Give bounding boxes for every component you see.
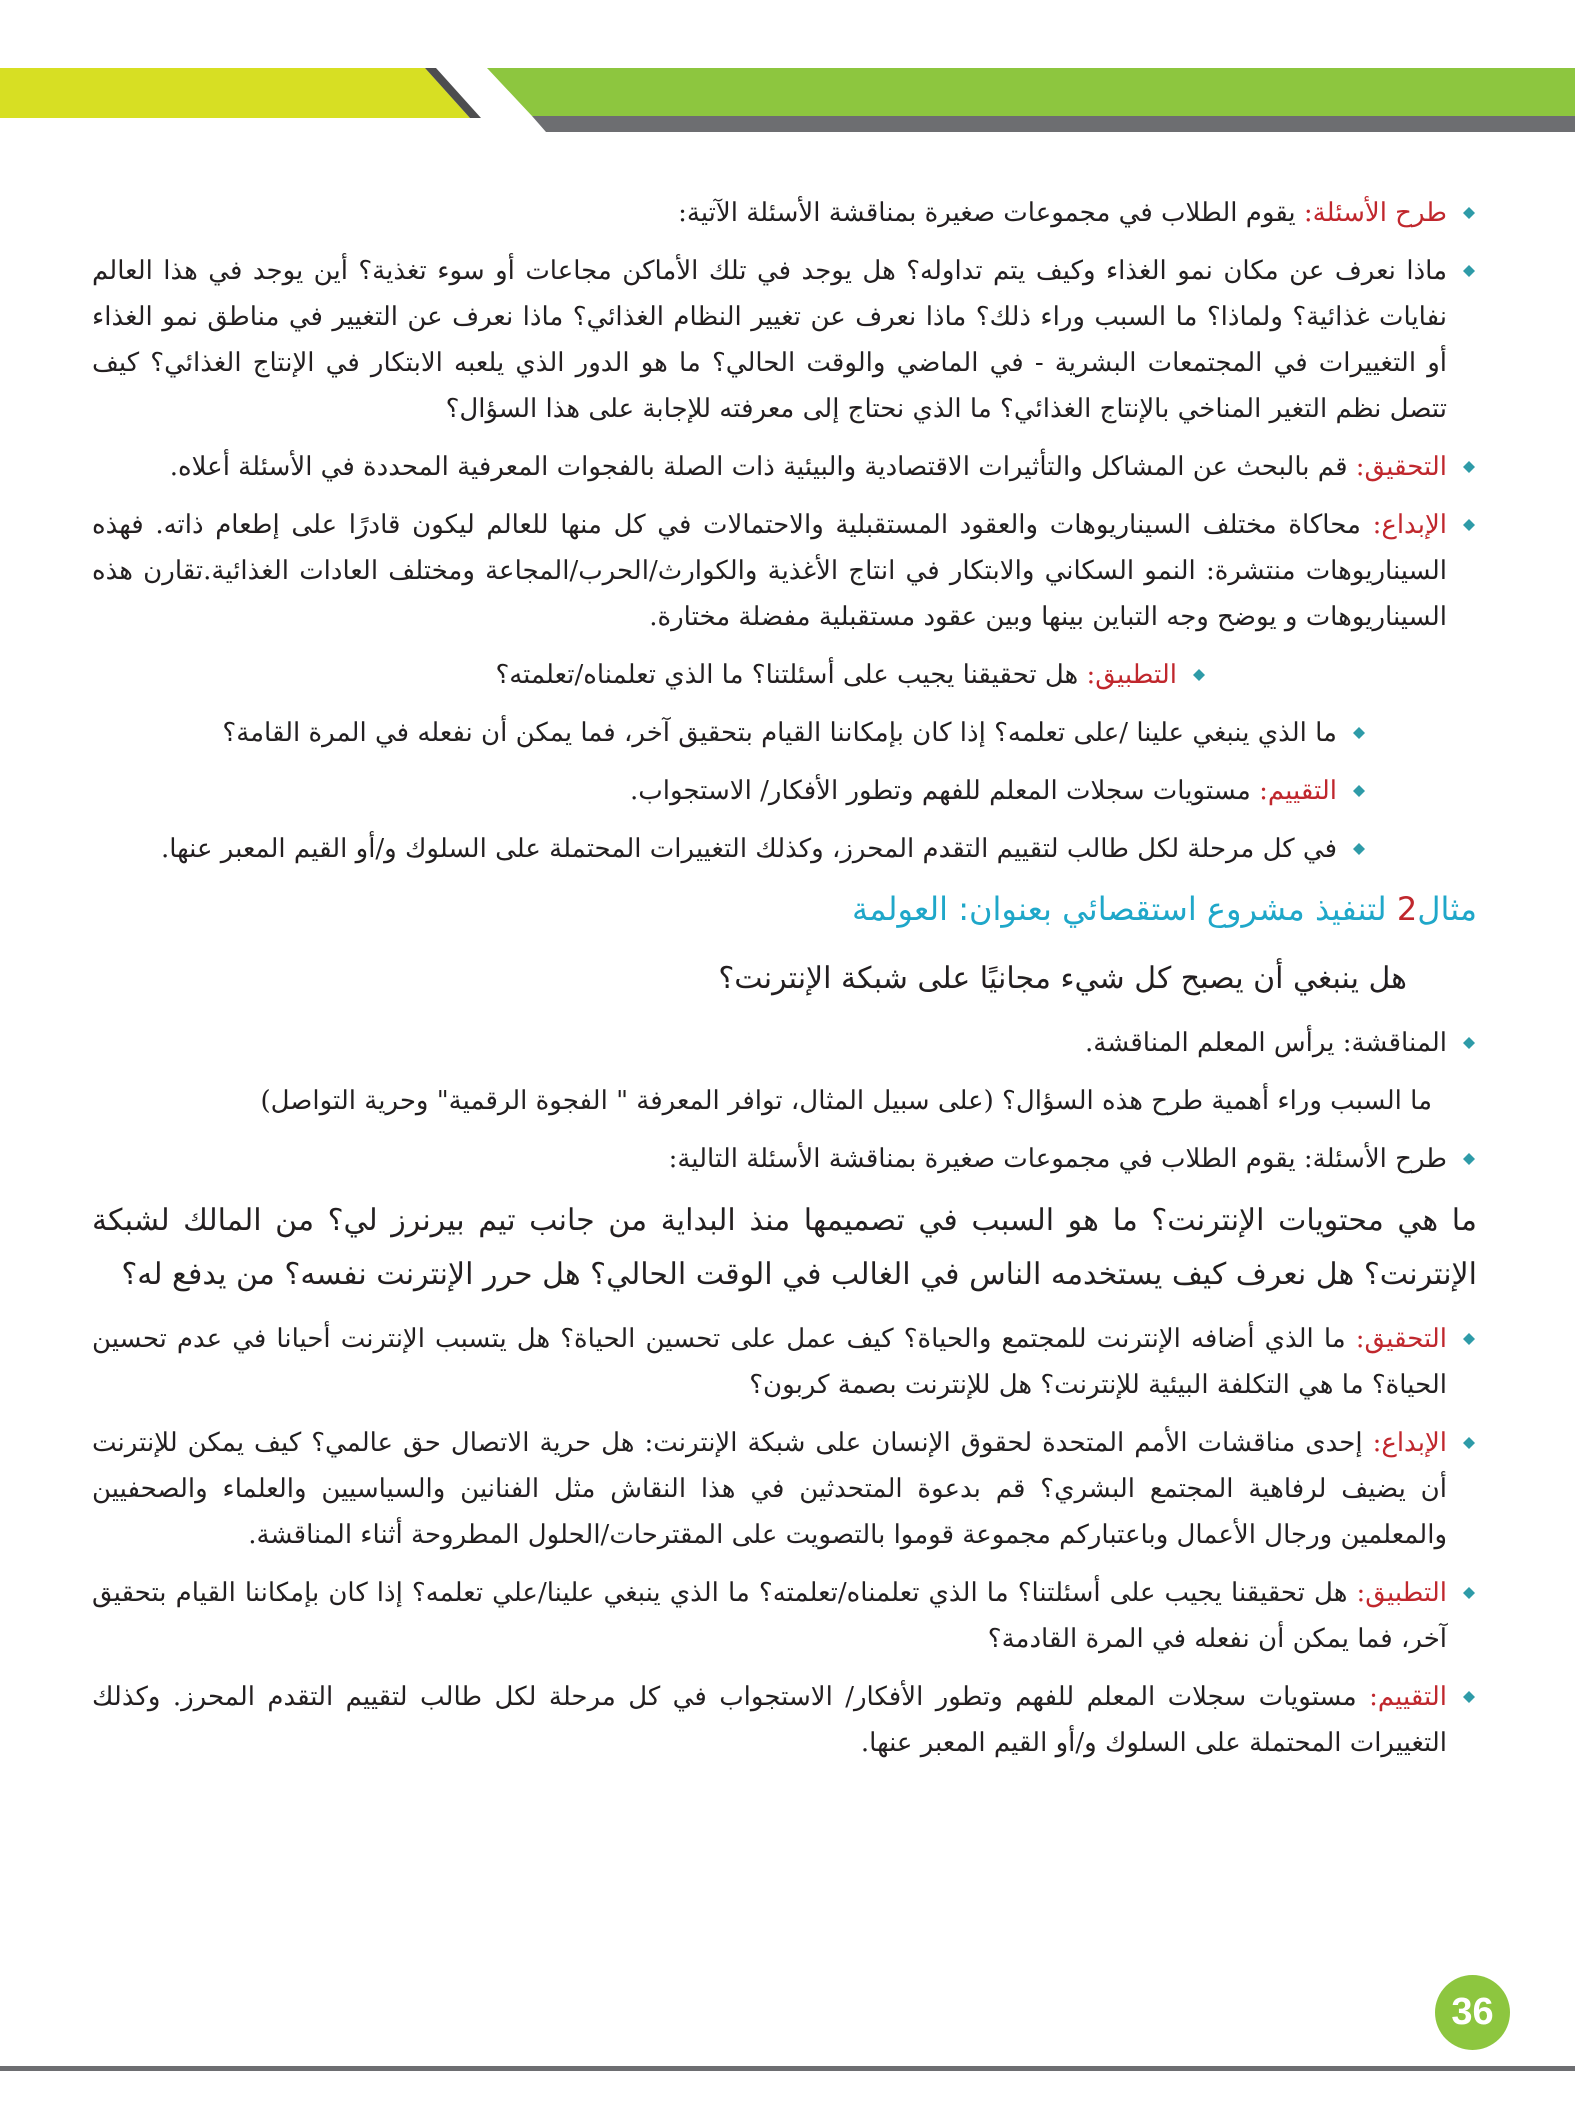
discussion-text: المناقشة: يرأس المعلم المناقشة. bbox=[1084, 1028, 1447, 1058]
internet-application-label: التطبيق: bbox=[1356, 1578, 1447, 1608]
internet-application-text: هل تحقيقنا يجيب على أسئلتنا؟ ما الذي تعلمناه/تعلمته؟ ما الذي ينبغي علينا/علي تعلمه؟ إذا كان بإمكاننا القيام بتحقيق آخر، فما يمكن أن نفعله في المرة القادمة؟ bbox=[92, 1578, 1447, 1654]
internet-creativity-item bbox=[92, 1420, 1477, 1558]
evaluation-item bbox=[92, 768, 1367, 814]
bar-green bbox=[487, 68, 1575, 116]
diamond-bullet-icon bbox=[1463, 1153, 1475, 1165]
investigation-label: التحقيق: bbox=[1355, 452, 1447, 482]
creativity-label: الإبداع: bbox=[1372, 510, 1447, 540]
internet-questions-intro-item bbox=[92, 1136, 1477, 1182]
food-questions-text: ماذا نعرف عن مكان نمو الغذاء وكيف يتم تداوله؟ هل يوجد في تلك الأماكن مجاعات أو سوء تغذية؟ أين يوجد في هذا العالم نفايات غذائية؟ ولماذا؟ ما السبب وراء ذلك؟ ماذا نعرف عن تغيير النظام الغذائي؟ ماذا نعرف عن التغيير في مناطق نمو الغذاء أو التغييرات في المجتمعات البشرية - في الماضي والوقت الحالي؟ ما هو الدور الذي يلعبه الابتكار في الإنتاج الغذائي؟ كيف تتصل نظم التغير المناخي بالإنتاج الغذائي؟ ما الذي نحتاج إلى معرفته للإجابة على هذا السؤال؟ bbox=[92, 256, 1447, 424]
internet-investigation-text: ما الذي أضافه الإنترنت للمجتمع والحياة؟ كيف عمل على تحسين الحياة؟ هل يتسبب الإنترنت أحيانا في عدم تحسين الحياة؟ ما هي التكلفة البيئية للإنترنت؟ هل للإنترنت بصمة كربون؟ bbox=[92, 1324, 1447, 1400]
example2-heading bbox=[92, 884, 1477, 934]
application-text: هل تحقيقنا يجيب على أسئلتنا؟ ما الذي تعلمناه/تعلمته؟ bbox=[495, 660, 1087, 690]
page-content bbox=[92, 190, 1477, 1778]
internet-creativity-label: الإبداع: bbox=[1372, 1428, 1447, 1458]
page-number: 36 bbox=[1435, 1975, 1510, 2050]
diamond-bullet-icon bbox=[1463, 519, 1475, 531]
internet-investigation-label: التحقيق: bbox=[1355, 1324, 1447, 1354]
diamond-bullet-icon bbox=[1463, 1037, 1475, 1049]
application-label: التطبيق: bbox=[1086, 660, 1177, 690]
internet-questions-intro-text: طرح الأسئلة: يقوم الطلاب في مجموعات صغيرة بمناقشة الأسئلة التالية: bbox=[668, 1144, 1447, 1174]
application-item bbox=[92, 652, 1207, 698]
creativity-text: محاكاة مختلف السيناريوهات والعقود المستقبلية والاحتمالات في كل منها للعالم ليكون قادرًا على إطعام ذاته. فهذه السيناريوهات منتشرة: النمو السكاني والابتكار في انتاج الأغذية والكوارث/الحرب/المجاعة ومختلف العادات الغذائية.تقارن هذه السيناريوهات و يوضح وجه التباين بينها وبين عقود مستقبلية مفضلة مختارة. bbox=[92, 510, 1447, 632]
heading-prefix: مثال bbox=[1417, 890, 1477, 928]
internet-evaluation-label: التقييم: bbox=[1369, 1682, 1447, 1712]
investigation-text: قم بالبحث عن المشاكل والتأثيرات الاقتصادية والبيئية ذات الصلة بالفجوات المعرفية المحددة في الأسئلة أعلاه. bbox=[169, 452, 1356, 482]
diamond-bullet-icon bbox=[1353, 785, 1365, 797]
diamond-bullet-icon bbox=[1463, 265, 1475, 277]
diamond-bullet-icon bbox=[1463, 461, 1475, 473]
diamond-bullet-icon bbox=[1463, 1587, 1475, 1599]
bar-gray-shadow bbox=[532, 116, 1575, 132]
questions-label: طرح الأسئلة: bbox=[1303, 198, 1447, 228]
diamond-bullet-icon bbox=[1353, 843, 1365, 855]
stage-text: في كل مرحلة لكل طالب لتقييم التقدم المحرز، وكذلك التغييرات المحتملة على السلوك و/أو القيم المعبر عنها. bbox=[160, 834, 1337, 864]
discussion-item bbox=[92, 1020, 1477, 1066]
evaluation-label: التقييم: bbox=[1259, 776, 1337, 806]
top-decorative-bar bbox=[0, 0, 1575, 140]
reason-text: ما السبب وراء أهمية طرح هذه السؤال؟ (على سبيل المثال، توافر المعرفة " الفجوة الرقمية" وحرية التواصل) bbox=[260, 1086, 1432, 1116]
diamond-bullet-icon bbox=[1463, 1437, 1475, 1449]
heading-text: لتنفيذ مشروع استقصائي بعنوان: العولمة bbox=[852, 890, 1397, 928]
internet-creativity-text: إحدى مناقشات الأمم المتحدة لحقوق الإنسان على شبكة الإنترنت: هل حرية الاتصال حق عالمي؟ كيف يمكن للإنترنت أن يضيف لرفاهية المجتمع البشري؟ قم بدعوة المتحدثين في هذا النقاش مثل الفنانين والسياسيين والعلماء والصحفيين والمعلمين ورجال الأعمال وباعتباركم مجموعة قوموا بالتصويت على المقترحات/الحلول المطروحة أثناء المناقشة. bbox=[92, 1428, 1447, 1550]
heading-number: 2 bbox=[1396, 890, 1418, 928]
investigation-item bbox=[92, 444, 1477, 490]
stage-item bbox=[92, 826, 1367, 872]
internet-evaluation-text: مستويات سجلات المعلم للفهم وتطور الأفكار/ الاستجواب في كل مرحلة لكل طالب لتقييم التقدم المحرز. وكذلك التغييرات المحتملة على السلوك و/أو القيم المعبر عنها. bbox=[92, 1682, 1447, 1758]
food-questions-item bbox=[92, 248, 1477, 432]
internet-application-item bbox=[92, 1570, 1477, 1662]
bottom-divider bbox=[0, 2066, 1575, 2071]
questions-intro-text: يقوم الطلاب في مجموعات صغيرة بمناقشة الأسئلة الآتية: bbox=[678, 198, 1304, 228]
diamond-bullet-icon bbox=[1463, 1691, 1475, 1703]
internet-questions-list: ما هي محتويات الإنترنت؟ ما هو السبب في تصميمها منذ البداية من جانب تيم بيرنرز لي؟ من المالك لشبكة الإنترنت؟ هل نعرف كيف يستخدمه الناس في الغالب في الوقت الحالي؟ هل حرر الإنترنت نفسه؟ من يدفع له؟ bbox=[92, 1203, 1477, 1292]
diamond-bullet-icon bbox=[1193, 669, 1205, 681]
main-question: هل ينبغي أن يصبح كل شيء مجانيًا على شبكة الإنترنت؟ bbox=[718, 961, 1407, 996]
internet-investigation-item bbox=[92, 1316, 1477, 1408]
bar-yellow bbox=[0, 68, 470, 118]
creativity-item bbox=[92, 502, 1477, 640]
diamond-bullet-icon bbox=[1463, 207, 1475, 219]
diamond-bullet-icon bbox=[1463, 1333, 1475, 1345]
learning-text: ما الذي ينبغي علينا /على تعلمه؟ إذا كان بإمكاننا القيام بتحقيق آخر، فما يمكن أن نفعله في المرة القامة؟ bbox=[222, 718, 1337, 748]
internet-evaluation-item bbox=[92, 1674, 1477, 1766]
questions-intro-item bbox=[92, 190, 1477, 236]
learning-item bbox=[92, 710, 1367, 756]
diamond-bullet-icon bbox=[1353, 727, 1365, 739]
evaluation-text: مستويات سجلات المعلم للفهم وتطور الأفكار/ الاستجواب. bbox=[630, 776, 1260, 806]
